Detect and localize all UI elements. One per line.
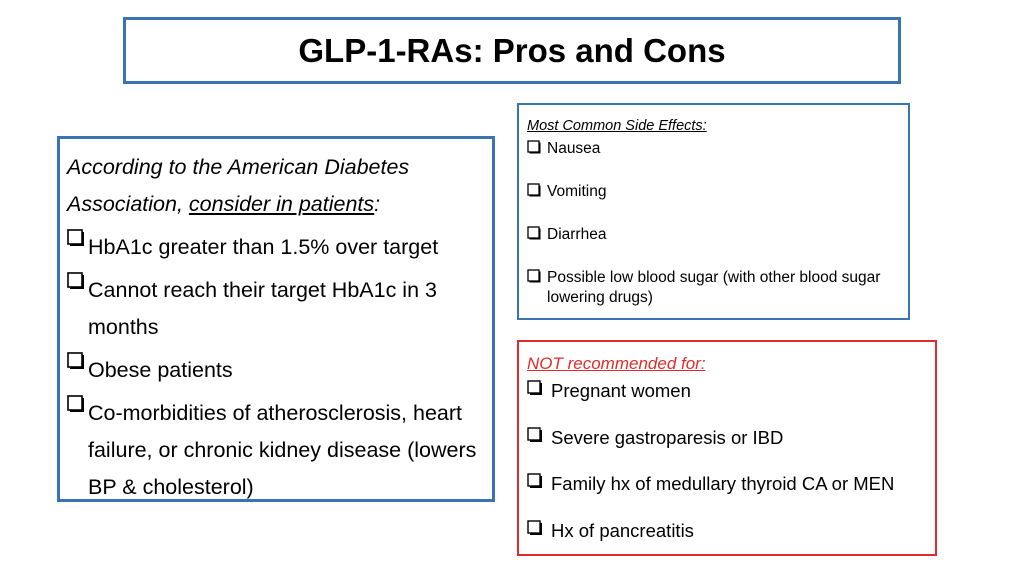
intro-prefix: According to the American Diabetes Association,	[67, 155, 410, 216]
not-recommended-heading: NOT recommended for:	[527, 354, 706, 373]
not-recommended-panel	[517, 340, 937, 556]
list-item	[527, 139, 900, 159]
checkbox-icon	[67, 229, 85, 247]
list-item	[67, 229, 486, 266]
list-item	[527, 268, 900, 308]
checkbox-icon	[527, 183, 541, 197]
list-item-text: Possible low blood sugar (with other blood sugar lowering drugs)	[547, 269, 881, 306]
slide-title: GLP-1-RAs: Pros and Cons	[298, 32, 726, 69]
list-item-text: Diarrhea	[547, 226, 607, 243]
checkbox-icon	[67, 395, 85, 413]
checkbox-icon	[527, 226, 541, 240]
list-item	[527, 426, 927, 450]
checkbox-icon	[67, 272, 85, 290]
list-item	[67, 352, 486, 389]
list-item-text: Severe gastroparesis or IBD	[551, 426, 784, 448]
list-item-text: Vomiting	[547, 183, 607, 200]
list-item-text: Hx of pancreatitis	[551, 519, 694, 541]
list-item-text: Family hx of medullary thyroid CA or MEN	[551, 473, 895, 494]
list-item	[527, 472, 927, 496]
list-item-text: Co-morbidities of atherosclerosis, heart failure, or chronic kidney disease (lowers BP & cholesterol)	[88, 401, 477, 499]
intro-suffix: :	[374, 192, 381, 216]
list-item	[527, 519, 927, 543]
list-item-text: Pregnant women	[551, 380, 691, 401]
title-box	[123, 17, 901, 84]
recommendation-intro	[67, 149, 486, 223]
checkbox-icon	[527, 140, 541, 154]
list-item	[527, 182, 900, 202]
list-item	[67, 272, 486, 346]
list-item	[527, 379, 927, 403]
list-item-text: Obese patients	[88, 358, 233, 382]
checkbox-icon	[527, 520, 543, 536]
checkbox-icon	[527, 380, 543, 396]
list-item-text: HbA1c greater than 1.5% over target	[88, 235, 439, 259]
intro-underlined: consider in patients	[188, 192, 375, 216]
checkbox-icon	[67, 352, 85, 370]
checkbox-icon	[527, 269, 541, 283]
side-effects-panel	[517, 103, 910, 320]
list-item-text: Nausea	[547, 140, 601, 157]
recommendation-panel	[57, 136, 495, 502]
checkbox-icon	[527, 427, 543, 443]
list-item-text: Cannot reach their target HbA1c in 3 months	[88, 278, 437, 339]
checkbox-icon	[527, 473, 543, 489]
list-item	[67, 395, 486, 506]
list-item	[527, 225, 900, 245]
side-effects-heading: Most Common Side Effects:	[527, 118, 707, 134]
